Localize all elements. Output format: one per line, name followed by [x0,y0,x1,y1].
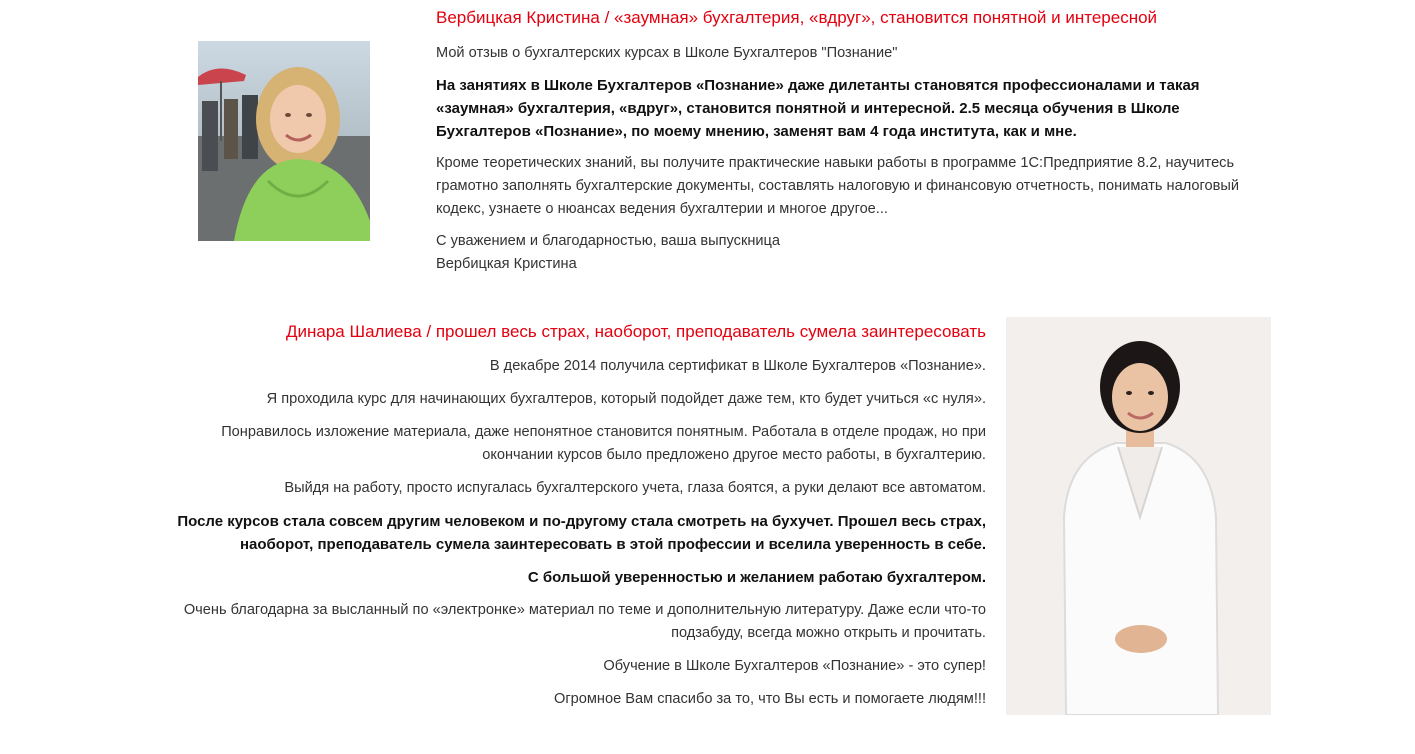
reviewer-photo-kristina [198,41,370,241]
dinara-portrait-image [1006,317,1271,715]
review-highlight: На занятиях в Школе Бухгалтеров «Познание» даже дилетанты становятся профессионалами и такая «заумная» бухгалтерия, «вдруг», становится понятной и интересной. 2.5 месяца обучения в Школе Бухгалтеров «Познание», по моему мнению, заменят вам 4 года института, как и мне. [436,77,1200,140]
review-title: Динара Шалиева / прошел весь страх, наоборот, преподаватель сумела заинтересовать [286,322,986,341]
review-intro: Мой отзыв о бухгалтерских курсах в Школе Бухгалтеров "Познание" [436,45,898,61]
review-paragraph: Обучение в Школе Бухгалтеров «Познание» - это супер! [603,658,986,674]
review-body: Кроме теоретических знаний, вы получите практические навыки работы в программе 1С:Предприятие 8.2, научитесь грамотно заполнять бухгалтерские документы, составлять налоговую и финансовую отчетность, понимать налоговый кодекс, узнаете о нюансах ведения бухгалтерии и многое другое... [436,155,1240,217]
review-kristina [436,6,1266,276]
review-paragraph: Выйдя на работу, просто испугалась бухгалтерского учета, глаза боятся, а руки делают все автоматом. [284,480,986,496]
review-title: Вербицкая Кристина / «заумная» бухгалтерия, «вдруг», становится понятной и интересной [436,8,1158,27]
review-paragraph: Я проходила курс для начинающих бухгалтеров, который подойдет даже тем, кто будет учиться «с нуля». [266,391,986,407]
review-sign-line: С уважением и благодарностью, ваша выпускница [436,233,781,249]
review-paragraph: Понравилось изложение материала, даже непонятное становится понятным. Работала в отделе продаж, но при окончании курсов было предложено другое место работы, в бухгалтерию. [221,424,986,463]
review-paragraph: Огромное Вам спасибо за то, что Вы есть и помогаете людям!!! [553,691,986,707]
review-paragraph: Очень благодарна за высланный по «электронке» материал по теме и дополнительную литературу. Даже если что-то подзабуду, всегда можно открыть и прочитать. [183,602,986,641]
review-highlight: После курсов стала совсем другим человеком и по-другому стала смотреть на бухучет. Прошел весь страх, наоборот, преподаватель сумела заинтересовать в этой профессии и вселила уверенность в себе. [177,513,986,553]
reviewer-photo-dinara [1006,317,1271,715]
review-paragraph: В декабре 2014 получила сертификат в Школе Бухгалтеров «Познание». [489,358,986,374]
review-dinara [150,322,986,711]
review-sign-name: Вербицкая Кристина [436,256,577,272]
kristina-portrait-image [198,41,370,241]
review-highlight: С большой уверенностью и желанием работаю бухгалтером. [527,569,986,586]
